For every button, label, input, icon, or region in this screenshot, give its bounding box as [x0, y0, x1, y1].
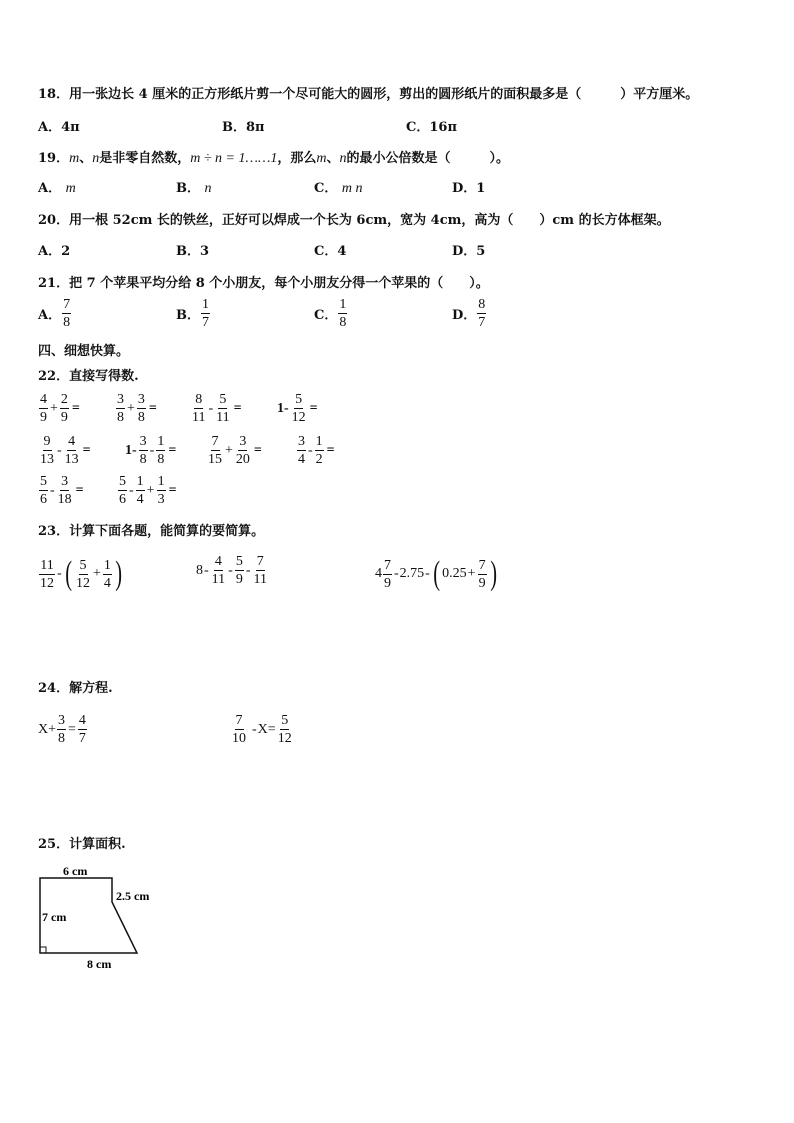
- q22-item-9: 5 6 - $\frac{3}{18}$ =: [40, 474, 84, 507]
- q18-stem: 18．用一张边长 4 厘米的正方形纸片剪一个尽可能大的圆形，剪出的圆形纸片的面积最多是（ ）平方厘米。: [38, 87, 699, 102]
- q18-option-c: C．16π: [406, 120, 457, 135]
- q19-stem: 19．m、n是非零自然数，m ÷ n = 1……1，那么m、n的最小公倍数是（ ）。: [38, 151, 510, 166]
- q19-formula: m ÷ n = 1……1: [190, 151, 278, 166]
- q21-option-d: D． 8 7: [452, 297, 486, 330]
- q20-option-d: D．5: [452, 244, 486, 259]
- q20-option-c: C．4: [314, 244, 347, 259]
- q19-option-a: A． m: [38, 181, 76, 196]
- section-heading: 四、细想快算。: [38, 344, 130, 359]
- q22-item-10: 5 6 - 1 4 + $\frac{1}{3}$ =: [119, 474, 177, 507]
- label-top: 6 cm: [63, 864, 88, 878]
- q20-option-b: B．3: [176, 244, 210, 259]
- q19-option-d: D．1: [452, 181, 486, 196]
- q20-option-a: A．2: [38, 244, 71, 259]
- q21-option-b: B． 1 7: [176, 297, 209, 330]
- q18-option-a: A．4π: [38, 120, 80, 135]
- q19-option-b: B． n: [176, 181, 212, 196]
- q23-title: 23．计算下面各题，能简算的要简算。: [38, 524, 265, 539]
- q22-item-5: 9 13 - $\frac{4}{13}$ =: [40, 434, 91, 467]
- q23-expression-1: 11 12 - ( 5 12 + $\frac{1}{4}$ ): [40, 555, 122, 592]
- trapezoid-figure: [30, 860, 180, 975]
- q22-item-7: 7 15 + $\frac{3}{20}$ =: [208, 434, 262, 467]
- q19-option-c: C． m n: [314, 181, 363, 196]
- q25-title: 25．计算面积.: [38, 837, 126, 852]
- right-angle-mark: [40, 947, 46, 953]
- q21-stem: 21．把 7 个苹果平均分给 8 个小朋友，每个小朋友分得一个苹果的（ ）。: [38, 276, 489, 291]
- q18-option-b: B．8π: [222, 120, 265, 135]
- q23-expression-3: 4 7 9 - 2.75 - ( 0.25 + $\frac{7}{9}$ ): [375, 555, 497, 592]
- q22-item-3: 8 11 - $\frac{5}{11}$ =: [192, 392, 242, 425]
- q24-equation-1: X+ $\frac{3}{8}$ = $\frac{4}{7}$: [38, 713, 86, 746]
- q24-title: 24．解方程.: [38, 681, 113, 696]
- q22-item-2: 3 8 + $\frac{3}{8}$ =: [117, 392, 157, 425]
- q24-equation-2: 7 10 - X= $\frac{5}{12}$: [232, 713, 292, 746]
- label-bottom: 8 cm: [87, 957, 112, 971]
- q23-expression-2: 8 - 4 11 - 5 9 - 7 11: [196, 554, 267, 587]
- q21-option-a: A． 7 8: [38, 297, 71, 330]
- label-right: 2.5 cm: [116, 889, 150, 903]
- q22-item-1: 4 9 + $\frac{2}{9}$ =: [40, 392, 80, 425]
- q20-stem: 20．用一根 52cm 长的铁丝，正好可以焊成一个长为 6cm，宽为 4cm，高为（ ）cm 的长方体框架。: [38, 213, 670, 228]
- label-left: 7 cm: [42, 910, 67, 924]
- q22-item-6: 1- 3 8 - $\frac{1}{8}$ =: [125, 434, 177, 467]
- q22-item-8: 3 4 - $\frac{1}{2}$ =: [298, 434, 335, 467]
- q22-item-4: 1- $\frac{5}{12}$ =: [277, 392, 318, 425]
- q21-option-c: C． 1 8: [314, 297, 347, 330]
- q22-title: 22．直接写得数.: [38, 369, 139, 384]
